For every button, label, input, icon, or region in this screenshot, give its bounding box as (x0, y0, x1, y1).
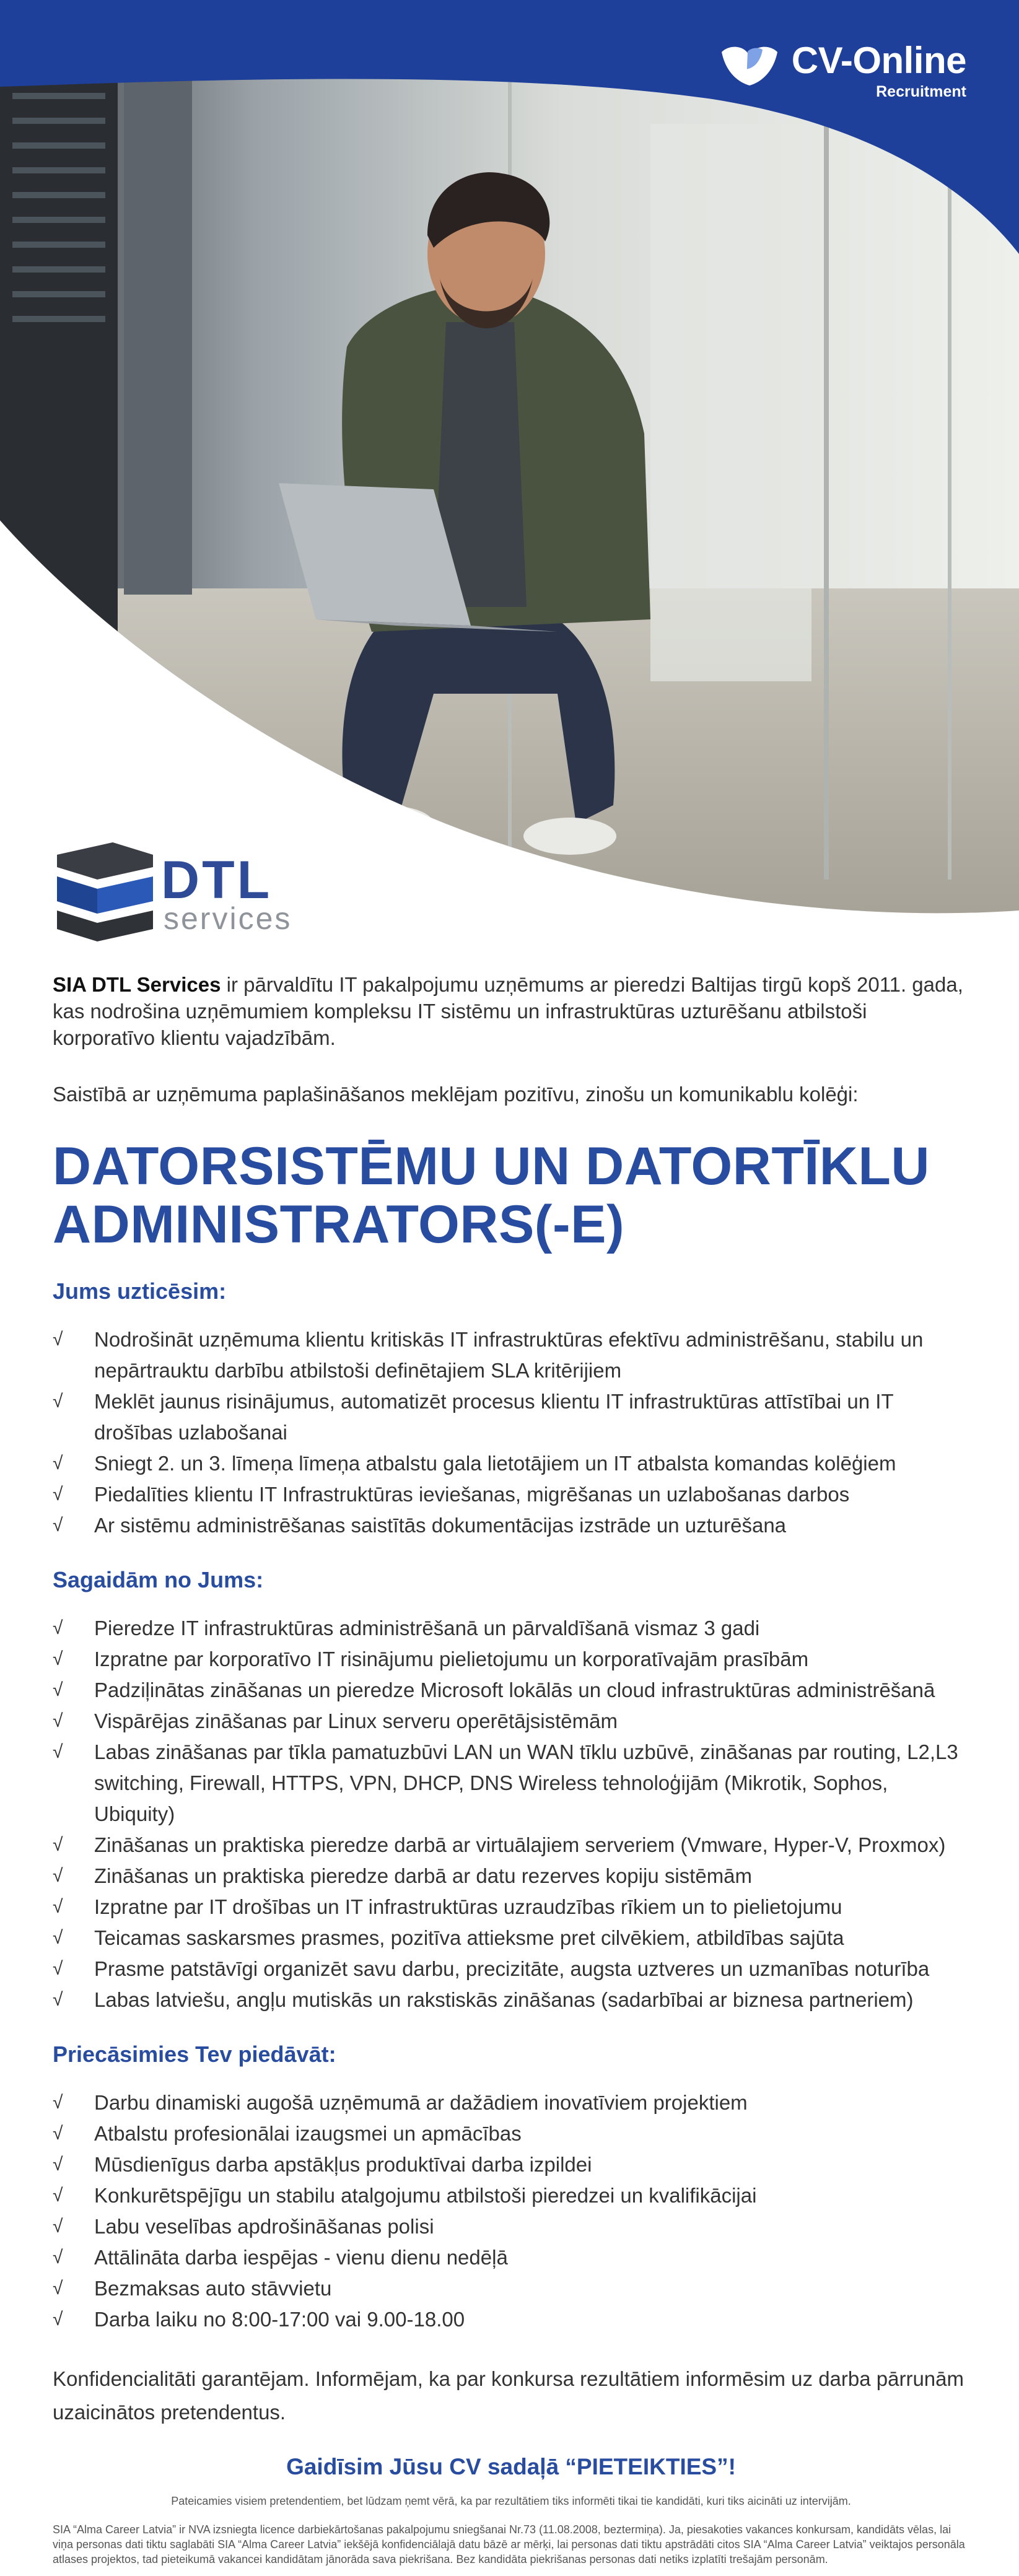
list-item (53, 1830, 969, 1861)
apply-cta: Gaidīsim Jūsu CV sadaļā “PIETEIKTIES”! (286, 2454, 736, 2479)
check-mark-icon: √ (53, 2185, 63, 2206)
check-mark-icon: √ (53, 2216, 63, 2237)
list-item-text: Nodrošināt uzņēmuma klientu kritiskās IT infrastruktūras efektīvu administrēšanu, stabilu un nepārtrauktu darbību atbilstoši definētajiem SLA kritērijiem (94, 1328, 924, 1382)
company-name: SIA DTL Services (53, 973, 221, 996)
check-mark-icon: √ (53, 1989, 63, 2010)
list-item-text: Konkurētspējīgu un stabilu atalgojumu atbilstoši pieredzei un kvalifikācijai (94, 2184, 757, 2207)
job-title: DATORSISTĒMU UN DATORTĪKLU ADMINISTRATORS(-E) (53, 1137, 930, 1254)
list-item (53, 1923, 969, 1954)
check-mark-icon: √ (53, 2247, 63, 2268)
thanks-note: Pateicamies visiem pretendentiem, bet lūdzam ņemt vērā, ka par rezultātiem tiks informēti tikai tie kandidāti, kuri tiks aicināti uz intervijām. (171, 2495, 851, 2507)
check-mark-icon: √ (53, 1453, 63, 1474)
check-mark-icon: √ (53, 1515, 63, 1535)
list-item (53, 2118, 969, 2149)
list-item-text: Padziļinātas zināšanas un pieredze Microsoft lokālās un cloud infrastruktūras administrēšanā (94, 1679, 935, 1701)
list-item (53, 1613, 969, 1644)
list-item-text: Attālināta darba iespējas - vienu dienu nedēļā (94, 2246, 508, 2269)
list-item-text: Zināšanas un praktiska pieredze darbā ar virtuālajiem serveriem (Vmware, Hyper-V, Proxmox) (94, 1833, 946, 1856)
dtl-cube-icon (51, 842, 156, 941)
hero-banner (0, 0, 1019, 917)
list-item (53, 1324, 969, 1386)
list-item (53, 1448, 969, 1479)
list-item (53, 1892, 969, 1923)
list-item (53, 1954, 969, 1984)
requirements-heading: Sagaidām no Jums: (53, 1567, 264, 1592)
brand-name: CV-Online (791, 40, 966, 81)
list-item-text: Darbu dinamiski augošā uzņēmumā ar dažādiem inovatīviem projektiem (94, 2091, 748, 2114)
check-mark-icon: √ (53, 1484, 63, 1504)
list-item-text: Piedalīties klientu IT Infrastruktūras ieviešanas, migrēšanas un uzlabošanas darbos (94, 1483, 850, 1506)
company-intro (53, 971, 969, 1051)
list-item-text: Meklēt jaunus risinājumus, automatizēt procesus klientu IT infrastruktūras attīstībai un IT drošības uzlabošanai (94, 1390, 894, 1444)
list-item (53, 2087, 969, 2118)
check-mark-icon: √ (53, 2309, 63, 2329)
duties-heading: Jums uzticēsim: (53, 1278, 227, 1304)
check-mark-icon: √ (53, 1835, 63, 1855)
list-item (53, 1737, 969, 1830)
check-mark-icon: √ (53, 1897, 63, 1917)
list-item (53, 2149, 969, 2180)
list-item (53, 1386, 969, 1448)
list-item-text: Izpratne par IT drošības un IT infrastruktūras uzraudzības rīkiem un to pielietojumu (94, 1895, 842, 1918)
list-item (53, 2211, 969, 2242)
list-item (53, 2304, 969, 2335)
list-item-text: Labas zināšanas par tīkla pamatuzbūvi LAN un WAN tīklu uzbūvē, zināšanas par routing, L2,L3 switching, Firewall, HTTPS, VPN, DHCP, DNS Wireless tehnoloģijām (Mikrotik, Sophos, Ubiquity) (94, 1740, 958, 1825)
check-mark-icon: √ (53, 1329, 63, 1350)
list-item-text: Bezmaksas auto stāvvietu (94, 2277, 332, 2300)
hero-photo (0, 0, 1019, 917)
list-item-text: Prasme patstāvīgi organizēt savu darbu, precizitāte, augsta uztveres un uzmanības noturība (94, 1957, 930, 1980)
company-description: ir pārvaldītu IT pakalpojumu uzņēmums ar pieredzi Baltijas tirgū kopš 2011. gada, kas nodrošina uzņēmumiem kompleksu IT sistēmu un infrastruktūras uzturēšanu atbilstoši korporatīvo klientu vajadzībām. (53, 973, 963, 1049)
check-mark-icon: √ (53, 1618, 63, 1638)
dtl-wordmark: DTL (161, 850, 273, 910)
list-item (53, 1675, 969, 1706)
check-mark-icon: √ (53, 1742, 63, 1762)
list-item (53, 1479, 969, 1510)
list-item (53, 1706, 969, 1737)
list-item-text: Darba laiku no 8:00-17:00 vai 9.00-18.00 (94, 2308, 465, 2331)
list-item-text: Ar sistēmu administrēšanas saistītās dokumentācijas izstrāde un uzturēšana (94, 1514, 787, 1537)
lead-text: Saistībā ar uzņēmuma paplašināšanos meklējam pozitīvu, zinošu un komunikablu kolēģi: (53, 1083, 859, 1106)
list-item-text: Labu veselības apdrošināšanas polisi (94, 2215, 434, 2238)
list-item-text: Vispārējas zināšanas par Linux serveru operētājsistēmām (94, 1709, 618, 1732)
list-item-text: Sniegt 2. un 3. līmeņa līmeņa atbalstu gala lietotājiem un IT atbalsta komandas kolēģiem (94, 1452, 896, 1475)
check-mark-icon: √ (53, 1391, 63, 1412)
list-item (53, 2273, 969, 2304)
list-item (53, 1984, 969, 2015)
job-ad-content (53, 971, 969, 2567)
check-mark-icon: √ (53, 1649, 63, 1669)
list-item (53, 1644, 969, 1675)
list-item (53, 1861, 969, 1892)
list-item-text: Atbalstu profesionālai izaugsmei un apmācības (94, 2122, 522, 2145)
offer-list (53, 2087, 969, 2335)
check-mark-icon: √ (53, 1928, 63, 1948)
check-mark-icon: √ (53, 1866, 63, 1886)
check-mark-icon: √ (53, 1680, 63, 1700)
check-mark-icon: √ (53, 1711, 63, 1731)
list-item-text: Pieredze IT infrastruktūras administrēšanā un pārvaldīšanā vismaz 3 gadi (94, 1617, 760, 1639)
requirements-list (53, 1613, 969, 2015)
legal-note: SIA “Alma Career Latvia” ir NVA izsniegta licence darbiekārtošanas pakalpojumu sniegšanai Nr.73 (11.08.2008, beztermiņa). Ja, piesakoties vakances konkursam, kandidāts vēlas, lai viņa personas dati tiktu saglabāti SIA “Alma Career Latvia” iekšējā konfidenciālajā datu bāzē ar mērķi, lai personas dati tiktu apstrādāti citos SIA “Alma Career Latvia” veiktajos personāla atlases projektos, tad pieteikumā vakancei kandidātam jānorāda sava piekrišana. Bez kandidāta piekrišanas personas dati netiks izplatīti trešajām personām. (53, 2523, 965, 2565)
list-item (53, 2180, 969, 2211)
list-item (53, 1510, 969, 1541)
check-mark-icon: √ (53, 1958, 63, 1979)
brand-subtitle: Recruitment (876, 83, 966, 100)
cv-online-brand (733, 42, 966, 101)
list-item-text: Labas latviešu, angļu mutiskās un rakstiskās zināšanas (sadarbībai ar biznesa partneriem) (94, 1988, 914, 2011)
list-item-text: Teicamas saskarsmes prasmes, pozitīva attieksme pret cilvēkiem, atbildības sajūta (94, 1926, 844, 1949)
check-mark-icon: √ (53, 2092, 63, 2113)
offer-heading: Priecāsimies Tev piedāvāt: (53, 2041, 336, 2067)
list-item (53, 2242, 969, 2273)
list-item-text: Zināšanas un praktiska pieredze darbā ar datu rezerves kopiju sistēmām (94, 1864, 753, 1887)
dtl-services-wordmark: services (164, 901, 292, 936)
check-mark-icon: √ (53, 2278, 63, 2299)
confidentiality-note: Konfidencialitāti garantējam. Informējam, ka par konkursa rezultātiem informēsim uz darba pārrunām uzaicinātos pretendentus. (53, 2367, 964, 2424)
check-mark-icon: √ (53, 2154, 63, 2175)
list-item-text: Mūsdienīgus darba apstākļus produktīvai darba izpildei (94, 2153, 592, 2176)
dtl-services-logo (51, 842, 323, 941)
list-item-text: Izpratne par korporatīvo IT risinājumu pielietojumu un korporatīvajām prasībām (94, 1648, 809, 1670)
check-mark-icon: √ (53, 2123, 63, 2144)
duties-list (53, 1324, 969, 1541)
